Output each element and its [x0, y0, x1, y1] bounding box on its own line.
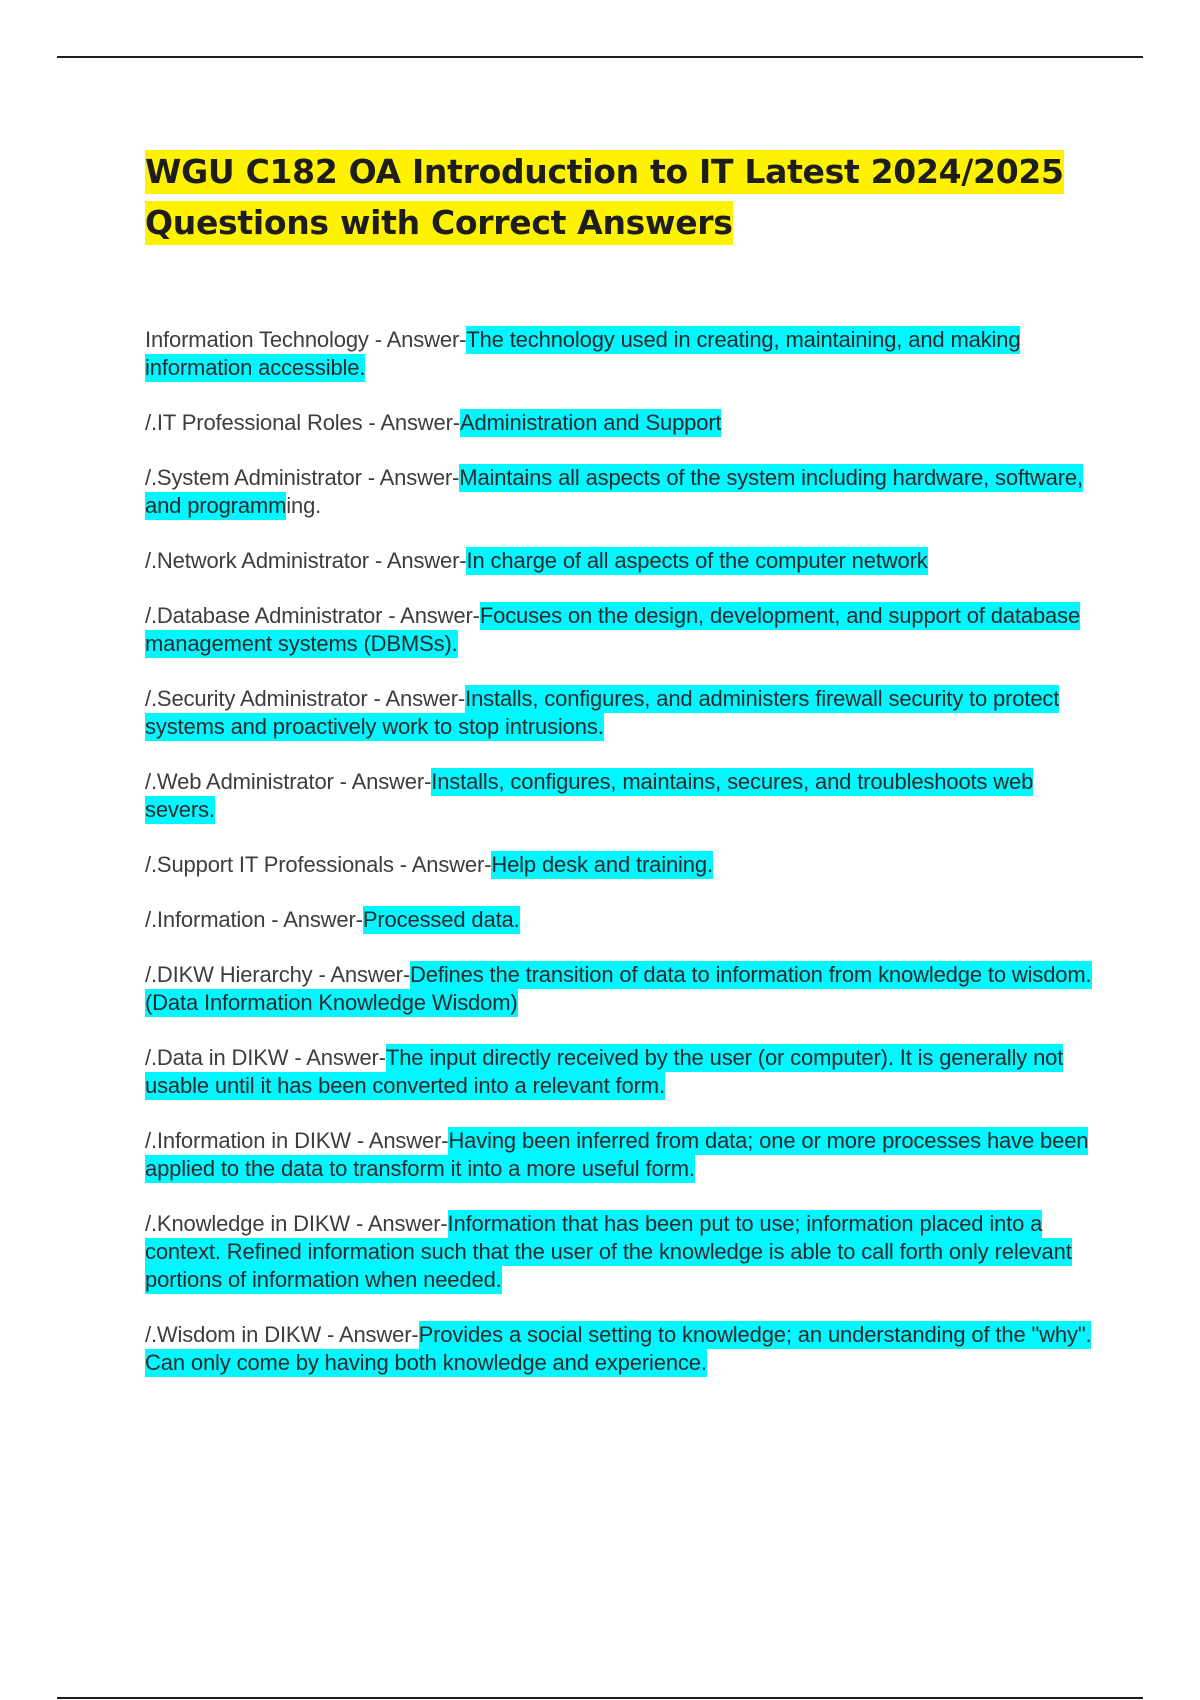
qa-item: [145, 464, 1095, 520]
qa-item: [145, 547, 1095, 575]
qa-item: [145, 1044, 1095, 1100]
qa-term: /.Network Administrator - Answer-: [145, 548, 467, 573]
qa-answer: Focuses on the design, development, and support of database management systems (DBMSs).: [145, 603, 1081, 656]
qa-term: /.DIKW Hierarchy - Answer-: [145, 962, 411, 987]
qa-item: [145, 1321, 1095, 1377]
qa-answer: The technology used in creating, maintaining, and making information accessible.: [145, 327, 1021, 380]
qa-term: Information Technology - Answer-: [145, 327, 467, 352]
qa-list: [145, 326, 1095, 1404]
qa-item: [145, 1210, 1095, 1294]
qa-answer: Having been inferred from data; one or more processes have been applied to the data to transform it into a more useful form.: [145, 1128, 1089, 1181]
qa-answer-tail: ing.: [286, 493, 322, 518]
qa-answer: Administration and Support: [460, 410, 722, 435]
qa-item: [145, 326, 1095, 382]
top-rule: [57, 56, 1143, 58]
qa-answer: In charge of all aspects of the computer network: [466, 548, 928, 573]
qa-term: /.Information in DIKW - Answer-: [145, 1128, 449, 1153]
qa-item: [145, 1127, 1095, 1183]
qa-term: /.IT Professional Roles - Answer-: [145, 410, 460, 435]
qa-term: /.Support IT Professionals - Answer-: [145, 852, 492, 877]
bottom-rule: [57, 1697, 1143, 1699]
document-title-text: WGU C182 OA Introduction to IT Latest 2024/2025 Questions with Correct Answers: [145, 150, 1064, 245]
qa-term: /.System Administrator - Answer-: [145, 465, 460, 490]
qa-term: /.Information - Answer-: [145, 907, 363, 932]
document-title: [145, 146, 1095, 248]
qa-item: [145, 906, 1095, 934]
qa-answer: The input directly received by the user (or computer). It is generally not usable until it has been converted into a relevant form.: [145, 1045, 1064, 1098]
qa-item: [145, 768, 1095, 824]
qa-answer: Defines the transition of data to information from knowledge to wisdom. (Data Information Knowledge Wisdom): [145, 962, 1092, 1015]
qa-item: [145, 409, 1095, 437]
qa-item: [145, 685, 1095, 741]
qa-item: [145, 851, 1095, 879]
qa-answer: Provides a social setting to knowledge; an understanding of the "why". Can only come by having both knowledge and experience.: [145, 1322, 1092, 1375]
qa-answer: Information that has been put to use; information placed into a context. Refined information such that the user of the knowledge is able to call forth only relevant portions of information when needed.: [145, 1211, 1072, 1292]
qa-item: [145, 602, 1095, 658]
qa-term: /.Wisdom in DIKW - Answer-: [145, 1322, 419, 1347]
qa-term: /.Data in DIKW - Answer-: [145, 1045, 386, 1070]
qa-answer: Help desk and training.: [491, 852, 713, 877]
qa-answer: Installs, configures, and administers firewall security to protect systems and proactively work to stop intrusions.: [145, 686, 1060, 739]
qa-term: /.Database Administrator - Answer-: [145, 603, 480, 628]
qa-term: /.Knowledge in DIKW - Answer-: [145, 1211, 448, 1236]
qa-answer: Processed data.: [362, 907, 520, 932]
qa-term: /.Security Administrator - Answer-: [145, 686, 466, 711]
qa-term: /.Web Administrator - Answer-: [145, 769, 432, 794]
qa-answer: Installs, configures, maintains, secures, and troubleshoots web severs.: [145, 769, 1034, 822]
qa-item: [145, 961, 1095, 1017]
qa-answer: Maintains all aspects of the system including hardware, software, and programm: [145, 465, 1083, 518]
